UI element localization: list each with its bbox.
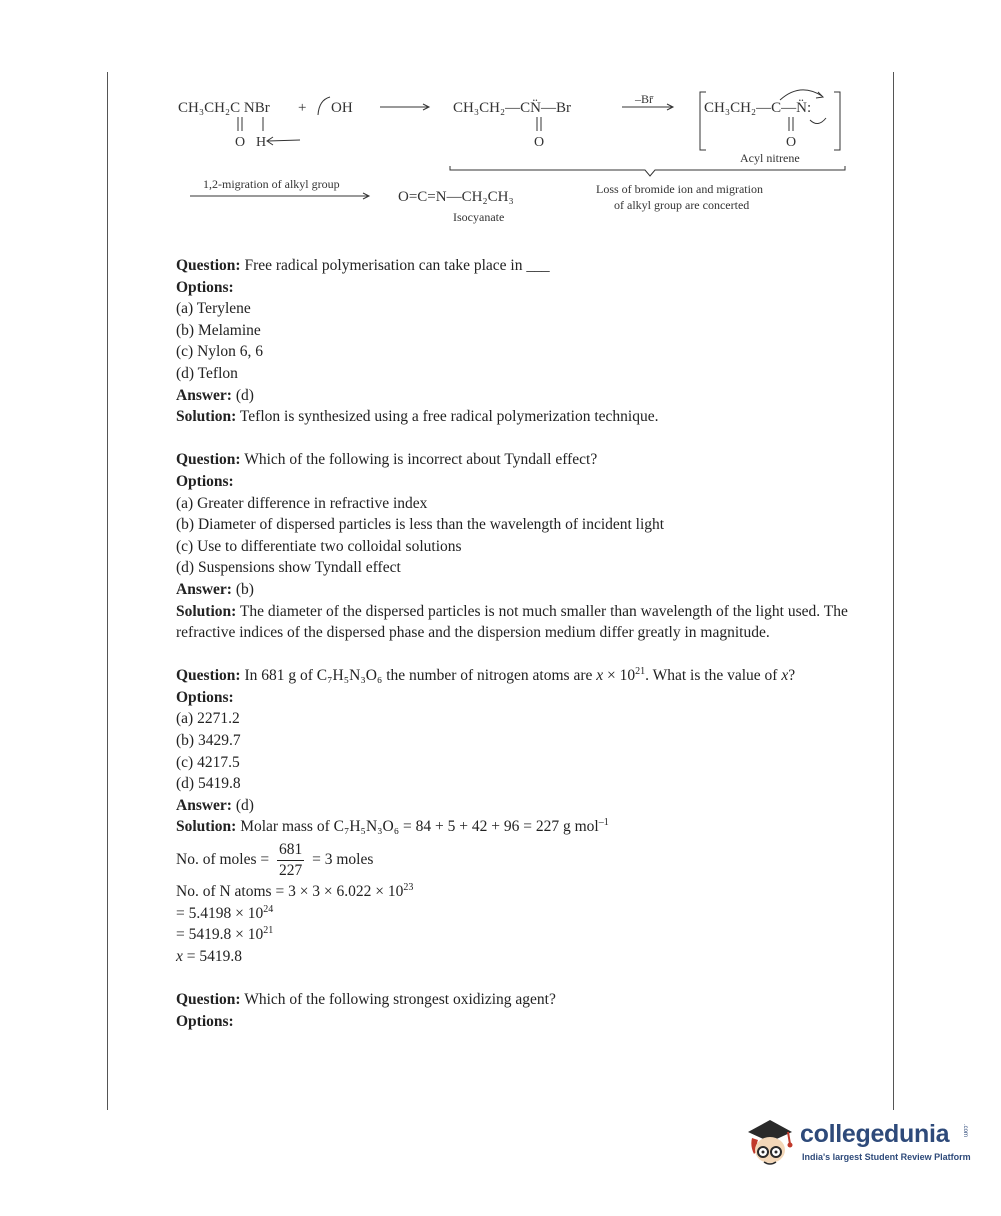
option-b: (b) 3429.7 (176, 732, 241, 750)
option-c: (c) Nylon 6, 6 (176, 343, 263, 361)
acyl-nitrene-formula: CH₃CH₂—C—N̈: (704, 100, 812, 116)
document-body (176, 255, 856, 1032)
options-label: Options: (176, 1012, 234, 1030)
logo-com: .com (962, 1124, 968, 1138)
intermediate-formula: CH₃CH₂—CN̈—Br (453, 100, 571, 116)
solution: Solution: The diameter of the dispersed particles is not much smaller than wavelength of the light used. The refractive indices of the dispersed phase and the dispersion medium differ greatly in magnitude. (176, 602, 848, 642)
option-a: (a) 2271.2 (176, 710, 240, 728)
question-4: Question: Which of the following strongest oxidizing agent? (176, 991, 556, 1008)
option-b: (b) Diameter of dispersed particles is less than the wavelength of incident light (176, 516, 665, 534)
concerted-note-line1: Loss of bromide ion and migration (596, 182, 763, 196)
intermediate-oxygen: O (534, 135, 545, 150)
question-1: Question: Free radical polymerisation can take place in ___ (176, 257, 550, 274)
migration-label: 1,2-migration of alkyl group (203, 177, 340, 191)
answer: Answer: (b) (176, 580, 254, 598)
option-b: (b) Melamine (176, 321, 261, 339)
option-d: (d) Teflon (176, 364, 238, 382)
reactant-formula: CH₃CH₂C NBr (178, 100, 270, 116)
logo-wordmark: collegedunia (800, 1120, 950, 1148)
nitrene-oxygen: O (786, 135, 797, 150)
options-label: Options: (176, 472, 234, 490)
collegedunia-logo (742, 1110, 972, 1172)
option-a: (a) Terylene (176, 300, 251, 318)
concerted-note-line2: of alkyl group are concerted (614, 198, 750, 212)
minus-bromide: –Br̄ (635, 92, 653, 106)
option-c: (c) 4217.5 (176, 753, 240, 771)
logo-tagline: India's largest Student Review Platform (802, 1152, 971, 1162)
acyl-nitrene-label: Acyl nitrene (740, 151, 800, 165)
option-c: (c) Use to differentiate two colloidal solutions (176, 537, 462, 555)
plus-sign: + (298, 100, 307, 116)
moles-equation: No. of moles = $\frac{681}{227}$ = 3 moles (176, 841, 374, 880)
moles-fraction: $\frac{681}{227}$ (279, 841, 303, 880)
hydroxide: OH (331, 100, 353, 116)
reactant-oxygen: O (235, 135, 246, 150)
option-a: (a) Greater difference in refractive index (176, 494, 428, 512)
isocyanate-formula: O=C=N—CH₂CH₃ (398, 189, 514, 205)
step-2: = $5419.8 \times 10^{21}$ (176, 925, 274, 944)
answer: Answer: (d) (176, 386, 254, 404)
answer: Answer: (d) (176, 796, 254, 814)
n-atoms-equation: No. of N atoms = $3 \times 3 \times 6.022 \times 10^{23}$ (176, 881, 414, 901)
final-answer: x = 5419.8 (176, 947, 243, 965)
options-label: Options: (176, 278, 234, 296)
question-3: Question: In 681 g of C₇H₅N₃O₆ the number of nitrogen atoms are $x \times 10^{21}$. What is the value of x? (176, 666, 796, 685)
isocyanate-label: Isocyanate (453, 210, 505, 224)
options-label: Options: (176, 688, 234, 706)
question-2: Question: Which of the following is incorrect about Tyndall effect? (176, 451, 598, 469)
reaction-scheme (0, 0, 1001, 240)
mascot-icon (742, 1110, 798, 1172)
option-d: (d) 5419.8 (176, 775, 241, 793)
solution: Solution: Teflon is synthesized using a free radical polymerization technique. (176, 408, 659, 426)
option-d: (d) Suspensions show Tyndall effect (176, 559, 401, 577)
reactant-hydrogen: H (256, 135, 267, 150)
step-1: = $5.4198 \times 10^{24}$ (176, 903, 274, 922)
solution: Solution: Molar mass of C₇H₅N₃O₆ = 84 + 5 + 42 + 96 = 227 g mol$^{-1}$ (176, 817, 609, 836)
